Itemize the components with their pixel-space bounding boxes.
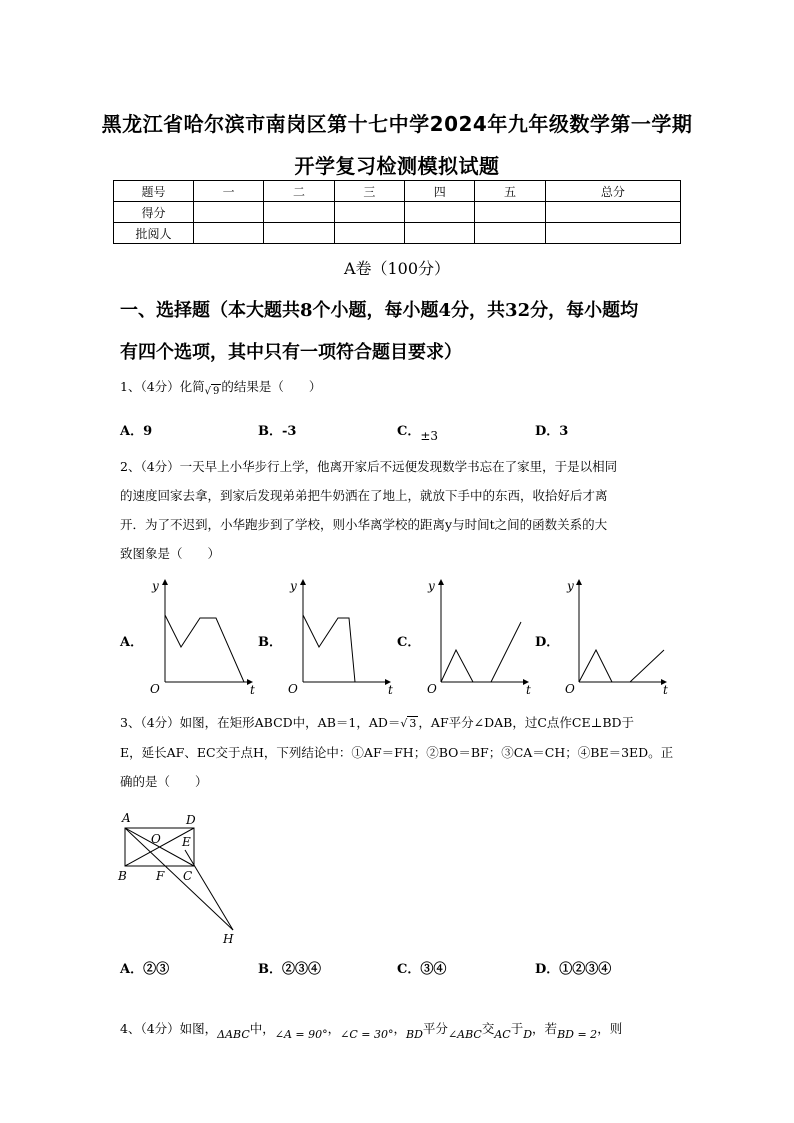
q3-radicand: 3 bbox=[409, 717, 417, 730]
q3-line1-prefix: 3、（4分）如图，在矩形ABCD中，AB＝1，AD＝ bbox=[120, 715, 401, 730]
section-a-heading: A卷（100分） bbox=[343, 259, 451, 278]
graph-c bbox=[427, 579, 531, 697]
point-label: E bbox=[182, 835, 191, 849]
sqrt-icon: √ bbox=[204, 386, 212, 397]
q1-option-c-label: C． bbox=[397, 424, 421, 439]
x-label: t bbox=[388, 683, 393, 697]
q1-radicand: 9 bbox=[213, 386, 220, 397]
row-label: 得分 bbox=[114, 202, 194, 223]
point-label: C bbox=[183, 869, 193, 883]
score-cell[interactable] bbox=[194, 202, 264, 223]
graph-line bbox=[579, 650, 664, 682]
graph-d bbox=[565, 579, 668, 697]
table-header-cell: 四 bbox=[405, 181, 475, 202]
origin-label: O bbox=[565, 682, 575, 696]
q3-option-c[interactable]: C．③④ bbox=[397, 962, 447, 977]
q4-angle-c: ∠C = 30° bbox=[340, 1028, 394, 1041]
q2-option-a[interactable]: A． bbox=[120, 635, 144, 650]
score-cell[interactable] bbox=[405, 202, 475, 223]
q1-option-c-math: ±3 bbox=[420, 429, 439, 443]
q2-line: 开．为了不迟到，小华跑步到了学校，则小华离学校的距离y与时间t之间的函数关系的大 bbox=[120, 517, 608, 532]
q2-option-b[interactable]: B． bbox=[258, 635, 282, 650]
table-header-cell: 题号 bbox=[114, 181, 194, 202]
point-label: B bbox=[118, 869, 127, 883]
y-label: y bbox=[290, 579, 297, 593]
question-2 bbox=[120, 452, 680, 568]
y-label: y bbox=[567, 579, 574, 593]
q4-text: 交 bbox=[481, 1021, 495, 1036]
score-table bbox=[113, 180, 681, 244]
q3-line2: E，延长AF、EC交于点H，下列结论中：①AF＝FH；②BO＝BF；③CA＝CH；④BE＝3ED。正 bbox=[120, 745, 674, 760]
q3-option-a[interactable]: A．②③ bbox=[120, 962, 170, 977]
y-label: y bbox=[428, 579, 435, 593]
x-label: t bbox=[526, 683, 531, 697]
q4-d: D bbox=[523, 1028, 533, 1041]
origin-label: O bbox=[288, 682, 298, 696]
q2-line: 致图象是（ ） bbox=[120, 546, 221, 561]
q4-text: 中， bbox=[249, 1021, 275, 1036]
q1-option-b[interactable]: B．-3 bbox=[258, 424, 297, 439]
q2-graphs bbox=[0, 570, 794, 700]
q4-text: ，若 bbox=[532, 1021, 558, 1036]
question-4 bbox=[120, 1014, 622, 1044]
point-label: O bbox=[151, 832, 161, 846]
q1-option-d[interactable]: D．3 bbox=[535, 424, 569, 439]
reviewer-cell[interactable] bbox=[545, 223, 680, 244]
q3-line1-suffix: ，AF平分∠DAB，过C点作CE⊥BD于 bbox=[418, 715, 635, 730]
graph-b bbox=[288, 579, 393, 697]
q2-line: 2、（4分）一天早上小华步行上学，他离开家后不远便发现数学书忘在了家里，于是以相同 bbox=[120, 459, 618, 474]
q3-line1 bbox=[120, 708, 680, 738]
q4-text: ， bbox=[393, 1021, 407, 1036]
q4-angle-abc: ∠ABC bbox=[447, 1028, 482, 1041]
q4-text: 于 bbox=[510, 1021, 524, 1036]
line-eh bbox=[185, 850, 233, 930]
point-label: A bbox=[122, 811, 131, 825]
sqrt-icon: √ bbox=[400, 717, 408, 730]
q1-suffix: 的结果是（ ） bbox=[221, 379, 322, 394]
q2-line: 的速度回家去拿，到家后发现弟弟把牛奶洒在了地上，就放下手中的东西，收拾好后才离 bbox=[120, 488, 608, 503]
origin-label: O bbox=[427, 682, 437, 696]
q3-line3: 确的是（ ） bbox=[120, 774, 208, 789]
reviewer-cell[interactable] bbox=[475, 223, 545, 244]
reviewer-cell[interactable] bbox=[194, 223, 264, 244]
reviewer-row bbox=[114, 223, 681, 244]
q4-triangle: ΔABC bbox=[217, 1028, 250, 1041]
q3-option-b[interactable]: B．②③④ bbox=[258, 962, 321, 977]
part1-heading-line2: 有四个选项，其中只有一项符合题目要求） bbox=[120, 342, 462, 363]
table-header-cell: 总分 bbox=[545, 181, 680, 202]
graph-a bbox=[150, 579, 255, 697]
q4-prefix: 4、（4分）如图， bbox=[120, 1021, 218, 1036]
question-3 bbox=[120, 708, 680, 796]
q1-option-c[interactable] bbox=[397, 420, 439, 443]
reviewer-cell[interactable] bbox=[405, 223, 475, 244]
point-label: F bbox=[156, 869, 165, 883]
table-header-cell: 一 bbox=[194, 181, 264, 202]
point-label: D bbox=[186, 813, 196, 827]
q4-ac: AC bbox=[494, 1028, 511, 1041]
q3-option-d[interactable]: D．①②③④ bbox=[535, 962, 612, 977]
point-label: H bbox=[223, 932, 234, 946]
y-label: y bbox=[152, 579, 159, 593]
question-1 bbox=[120, 372, 321, 403]
score-cell[interactable] bbox=[334, 202, 404, 223]
reviewer-cell[interactable] bbox=[264, 223, 334, 244]
origin-label: O bbox=[150, 682, 160, 696]
q4-text: ，则 bbox=[597, 1021, 623, 1036]
score-cell[interactable] bbox=[264, 202, 334, 223]
table-header-cell: 三 bbox=[334, 181, 404, 202]
q4-bd-value: BD = 2 bbox=[557, 1028, 598, 1041]
part1-heading-line1: 一、选择题（本大题共8个小题，每小题4分，共32分，每小题均 bbox=[120, 300, 639, 321]
x-label: t bbox=[663, 683, 668, 697]
q4-angle-a: ∠A = 90° bbox=[274, 1028, 328, 1041]
exam-title-line2: 开学复习检测模拟试题 bbox=[294, 154, 500, 178]
score-cell[interactable] bbox=[475, 202, 545, 223]
graph-line bbox=[165, 615, 244, 682]
q2-option-d[interactable]: D． bbox=[535, 635, 560, 650]
graph-line bbox=[303, 615, 355, 682]
q1-prefix: 1、（4分）化简 bbox=[120, 379, 205, 394]
table-header-cell: 五 bbox=[475, 181, 545, 202]
q4-bd: BD bbox=[406, 1028, 423, 1041]
score-row bbox=[114, 202, 681, 223]
line-ah bbox=[125, 828, 233, 930]
table-header-cell: 二 bbox=[264, 181, 334, 202]
q2-option-c[interactable]: C． bbox=[397, 635, 421, 650]
score-table-header-row bbox=[114, 181, 681, 202]
q4-text: ， bbox=[327, 1021, 341, 1036]
reviewer-cell[interactable] bbox=[334, 223, 404, 244]
score-cell[interactable] bbox=[545, 202, 680, 223]
x-label: t bbox=[250, 683, 255, 697]
graph-line bbox=[441, 622, 521, 682]
q3-rectangle-figure bbox=[110, 808, 250, 950]
exam-title-line1: 黑龙江省哈尔滨市南岗区第十七中学2024年九年级数学第一学期 bbox=[101, 112, 693, 136]
q1-option-a[interactable]: A．9 bbox=[120, 424, 153, 439]
row-label: 批阅人 bbox=[114, 223, 194, 244]
q4-text: 平分 bbox=[422, 1021, 448, 1036]
